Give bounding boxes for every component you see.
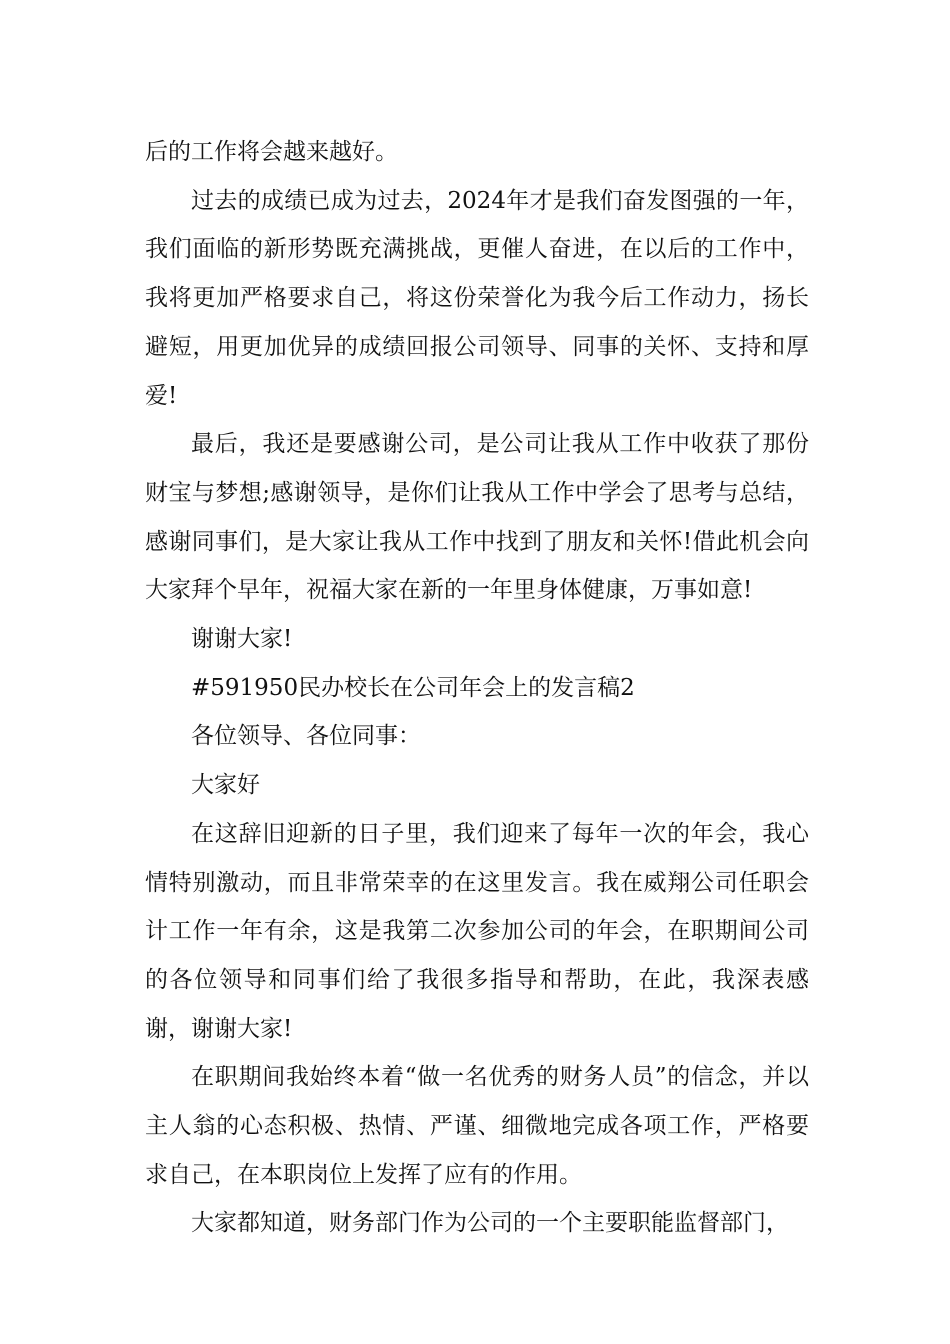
paragraph-10: 大家都知道，财务部门作为公司的一个主要职能监督部门， (191, 1210, 789, 1237)
paragraph-2: 过去的成绩已成为过去，2024年才是我们奋发图强的一年，我们面临的新形势既充满挑战，更催人奋进，在以后的工作中，我将更加严格要求自己，将这份荣誉化为我今后工作动力，扬长避短，用更加优异的成绩回报公司领导、同事的关怀、支持和厚爱! (145, 187, 809, 409)
salutation: 各位领导、各位同事： (191, 723, 421, 750)
paragraph-1: 后的工作将会越来越好。 (145, 139, 398, 165)
paragraph-8: 在这辞旧迎新的日子里，我们迎来了每年一次的年会，我心情特别激动，而且非常荣幸的在这里发言。我在威翔公司任职会计工作一年有余，这是我第二次参加公司的年会，在职期间公司的各位领导和同事们给了我很多指导和帮助，在此，我深表感谢，谢谢大家! (145, 820, 809, 1042)
greeting: 大家好 (191, 772, 260, 799)
paragraph-9: 在职期间我始终本着“做一名优秀的财务人员”的信念，并以主人翁的心态积极、热情、严谨、细微地完成各项工作，严格要求自己，在本职岗位上发挥了应有的作用。 (145, 1064, 809, 1188)
paragraph-4: 谢谢大家! (191, 626, 293, 653)
paragraph-3: 最后，我还是要感谢公司，是公司让我从工作中收获了那份财宝与梦想;感谢领导，是你们让我从工作中学会了思考与总结，感谢同事们，是大家让我从工作中找到了朋友和关怀!借此机会向大家拜个早年，祝福大家在新的一年里身体健康，万事如意! (145, 431, 809, 604)
document-body (145, 128, 809, 1248)
section-title: #591950民办校长在公司年会上的发言稿2 (191, 674, 635, 701)
